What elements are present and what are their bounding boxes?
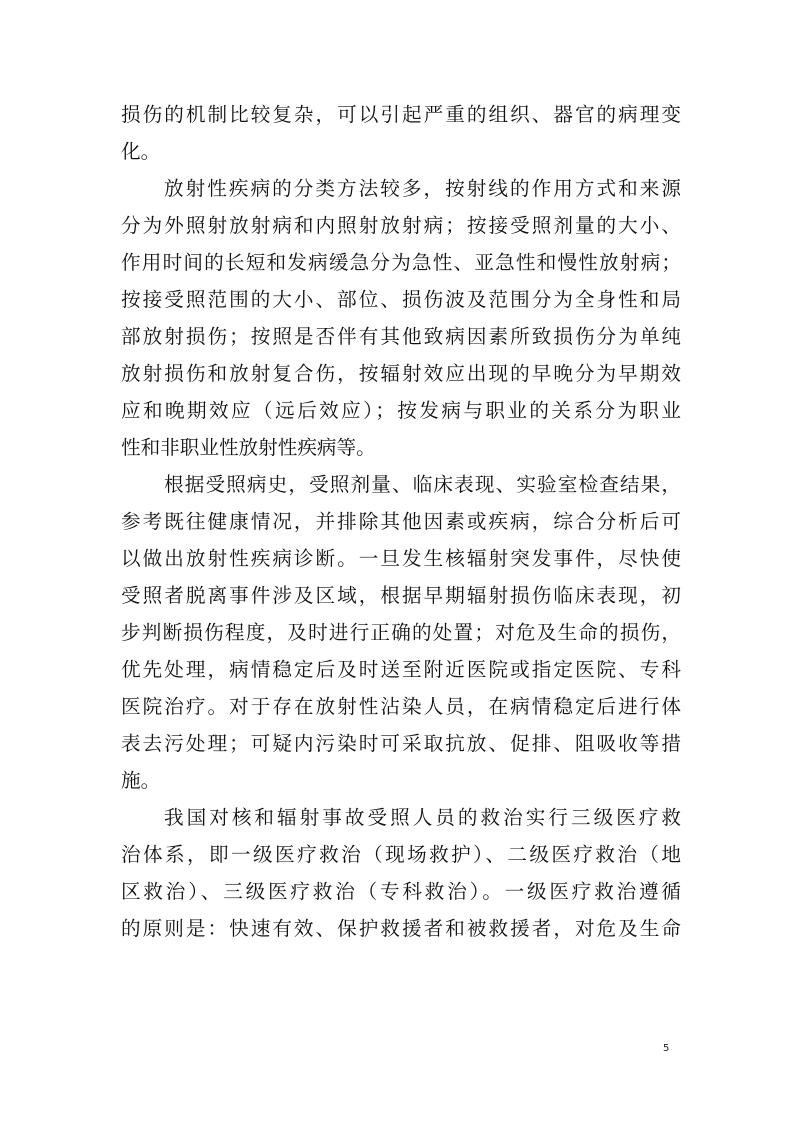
text-line-4: 分为外照射放射病和内照射放射病；按接受照剂量的大小、 xyxy=(121,214,681,237)
body-text xyxy=(121,96,681,947)
text-line-19: 施。 xyxy=(121,769,161,792)
text-line-9: 应和晚期效应（远后效应）；按发病与职业的关系分为职业 xyxy=(121,399,681,422)
text-line-1: 损伤的机制比较复杂，可以引起严重的组织、器官的病理变 xyxy=(121,103,681,126)
text-line-13: 以做出放射性疾病诊断。一旦发生核辐射突发事件，尽快使 xyxy=(121,547,681,570)
text-line-20: 我国对核和辐射事故受照人员的救治实行三级医疗救 xyxy=(164,806,681,829)
text-line-22: 区救治）、三级医疗救治（专科救治）。一级医疗救治遵循 xyxy=(121,880,681,903)
text-line-5: 作用时间的长短和发病缓急分为急性、亚急性和慢性放射病； xyxy=(121,251,681,274)
page-number: 5 xyxy=(663,1043,670,1054)
text-line-12: 参考既往健康情况，并排除其他因素或疾病，综合分析后可 xyxy=(121,510,681,533)
text-line-2: 化。 xyxy=(121,140,161,163)
text-line-17: 医院治疗。对于存在放射性沾染人员，在病情稳定后进行体 xyxy=(121,695,681,718)
text-line-23: 的原则是：快速有效、保护救援者和被救援者，对危及生命 xyxy=(121,917,681,940)
text-line-16: 优先处理，病情稳定后及时送至附近医院或指定医院、专科 xyxy=(121,658,681,681)
text-line-21: 治体系，即一级医疗救治（现场救护）、二级医疗救治（地 xyxy=(121,843,681,866)
text-line-3: 放射性疾病的分类方法较多，按射线的作用方式和来源 xyxy=(164,177,681,200)
text-line-7: 部放射损伤；按照是否伴有其他致病因素所致损伤分为单纯 xyxy=(121,325,681,348)
text-line-18: 表去污处理；可疑内污染时可采取抗放、促排、阻吸收等措 xyxy=(121,732,681,755)
text-line-11: 根据受照病史，受照剂量、临床表现、实验室检查结果， xyxy=(164,473,681,496)
text-line-14: 受照者脱离事件涉及区域，根据早期辐射损伤临床表现，初 xyxy=(121,584,681,607)
text-line-8: 放射损伤和放射复合伤，按辐射效应出现的早晚分为早期效 xyxy=(121,362,681,385)
text-line-6: 按接受照范围的大小、部位、损伤波及范围分为全身性和局 xyxy=(121,288,681,311)
text-line-15: 步判断损伤程度，及时进行正确的处置；对危及生命的损伤， xyxy=(121,621,681,644)
text-line-10: 性和非职业性放射性疾病等。 xyxy=(121,436,376,459)
